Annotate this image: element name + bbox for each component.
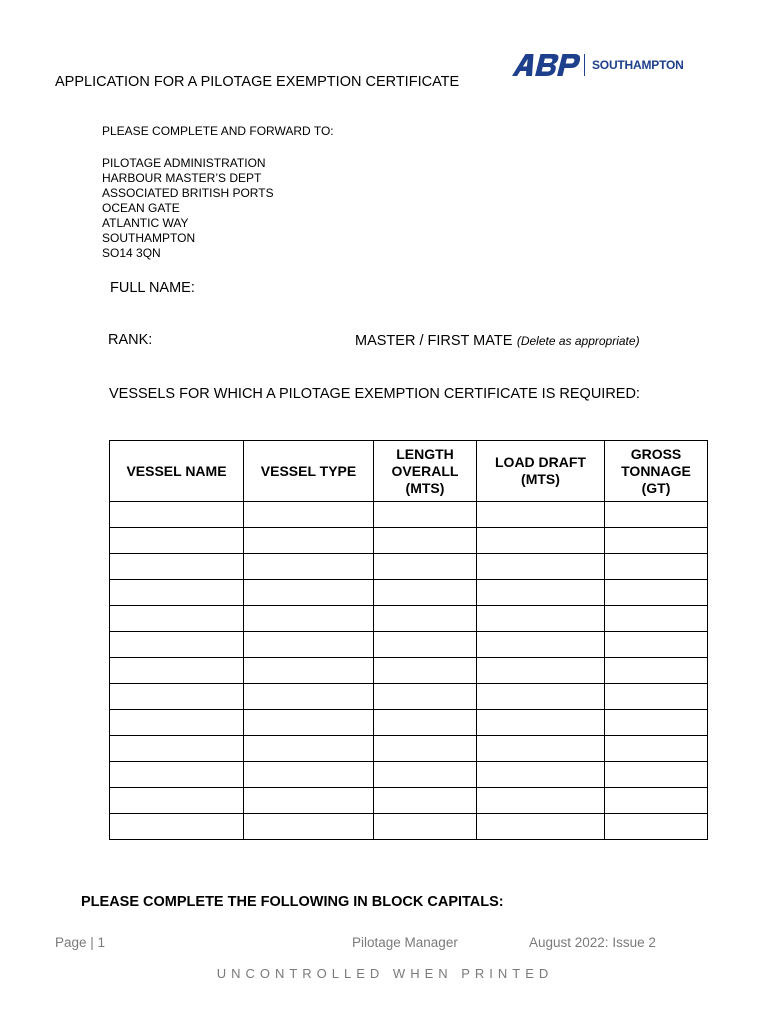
table-cell-blank[interactable]: [477, 710, 605, 736]
table-cell-blank[interactable]: [244, 762, 374, 788]
table-cell-blank[interactable]: [374, 580, 477, 606]
issue-date: August 2022: Issue 2: [529, 935, 656, 950]
table-cell-blank[interactable]: [605, 554, 708, 580]
table-cell-blank[interactable]: [110, 632, 244, 658]
table-row: [110, 554, 708, 580]
table-row: [110, 684, 708, 710]
vessels-heading: VESSELS FOR WHICH A PILOTAGE EXEMPTION CERTIFICATE IS REQUIRED:: [109, 386, 640, 402]
table-cell-blank[interactable]: [477, 554, 605, 580]
table-cell-blank[interactable]: [477, 684, 605, 710]
table-cell-blank[interactable]: [605, 814, 708, 840]
abp-southampton-logo: [510, 52, 685, 78]
table-cell-blank[interactable]: [110, 606, 244, 632]
table-header-row: [110, 441, 708, 502]
table-cell-blank[interactable]: [374, 684, 477, 710]
rank-label: RANK:: [108, 332, 153, 348]
abp-logo-mark: [510, 52, 580, 78]
table-cell-blank[interactable]: [244, 502, 374, 528]
table-cell-blank[interactable]: [605, 762, 708, 788]
logo-divider: [584, 54, 585, 76]
table-cell-blank[interactable]: [477, 736, 605, 762]
table-cell-blank[interactable]: [605, 736, 708, 762]
table-cell-blank[interactable]: [605, 788, 708, 814]
table-cell-blank[interactable]: [605, 684, 708, 710]
table-cell-blank[interactable]: [477, 788, 605, 814]
table-row: [110, 658, 708, 684]
table-cell-blank[interactable]: [374, 554, 477, 580]
table-cell-blank[interactable]: [605, 632, 708, 658]
table-cell-blank[interactable]: [477, 580, 605, 606]
table-cell-blank[interactable]: [244, 788, 374, 814]
table-cell-blank[interactable]: [477, 502, 605, 528]
table-cell-blank[interactable]: [244, 528, 374, 554]
table-cell-blank[interactable]: [605, 528, 708, 554]
address-line: ATLANTIC WAY: [102, 216, 189, 230]
table-cell-blank[interactable]: [110, 580, 244, 606]
table-row: [110, 502, 708, 528]
table-cell-blank[interactable]: [110, 554, 244, 580]
table-cell-blank[interactable]: [605, 606, 708, 632]
table-cell-blank[interactable]: [374, 658, 477, 684]
table-row: [110, 632, 708, 658]
table-cell-blank[interactable]: [477, 528, 605, 554]
rank-note: (Delete as appropriate): [516, 334, 640, 348]
logo-city-text: SOUTHAMPTON: [592, 58, 684, 72]
table-cell-blank[interactable]: [110, 814, 244, 840]
table-cell-blank[interactable]: [244, 606, 374, 632]
table-cell-blank[interactable]: [110, 736, 244, 762]
forward-instruction: PLEASE COMPLETE AND FORWARD TO:: [102, 124, 334, 138]
table-row: [110, 814, 708, 840]
table-cell-blank[interactable]: [374, 788, 477, 814]
address-line: ASSOCIATED BRITISH PORTS: [102, 186, 274, 200]
document-title: APPLICATION FOR A PILOTAGE EXEMPTION CERTIFICATE: [55, 74, 460, 90]
table-cell-blank[interactable]: [477, 814, 605, 840]
table-cell-blank[interactable]: [605, 502, 708, 528]
table-cell-blank[interactable]: [374, 502, 477, 528]
table-row: [110, 528, 708, 554]
table-cell-blank[interactable]: [477, 658, 605, 684]
table-cell-blank[interactable]: [605, 580, 708, 606]
table-row: [110, 762, 708, 788]
rank-options: [355, 332, 640, 350]
table-cell-blank[interactable]: [374, 606, 477, 632]
address-line: HARBOUR MASTER’S DEPT: [102, 171, 262, 185]
table-cell-blank[interactable]: [244, 684, 374, 710]
table-row: [110, 580, 708, 606]
table-cell-blank[interactable]: [374, 632, 477, 658]
table-row: [110, 736, 708, 762]
table-cell-blank[interactable]: [110, 684, 244, 710]
document-owner: Pilotage Manager: [352, 935, 458, 950]
address-line: SOUTHAMPTON: [102, 231, 196, 245]
table-cell-blank[interactable]: [110, 788, 244, 814]
rank-options-text: MASTER / FIRST MATE: [355, 333, 513, 349]
table-row: [110, 710, 708, 736]
full-name-label: FULL NAME:: [110, 280, 195, 296]
table-cell-blank[interactable]: [244, 632, 374, 658]
column-header-length-overall: LENGTH OVERALL (MTS): [374, 441, 477, 502]
uncontrolled-notice: UNCONTROLLED WHEN PRINTED: [216, 966, 554, 981]
table-cell-blank[interactable]: [244, 658, 374, 684]
table-cell-blank[interactable]: [244, 814, 374, 840]
address-line: SO14 3QN: [102, 246, 161, 260]
table-cell-blank[interactable]: [477, 632, 605, 658]
table-cell-blank[interactable]: [374, 762, 477, 788]
table-cell-blank[interactable]: [110, 502, 244, 528]
table-cell-blank[interactable]: [605, 710, 708, 736]
page-number: Page | 1: [55, 935, 106, 950]
postal-address: [102, 156, 274, 261]
table-cell-blank[interactable]: [374, 814, 477, 840]
table-cell-blank[interactable]: [110, 528, 244, 554]
table-cell-blank[interactable]: [244, 554, 374, 580]
table-cell-blank[interactable]: [244, 580, 374, 606]
table-cell-blank[interactable]: [374, 528, 477, 554]
table-cell-blank[interactable]: [477, 762, 605, 788]
table-cell-blank[interactable]: [605, 658, 708, 684]
table-cell-blank[interactable]: [244, 736, 374, 762]
table-row: [110, 788, 708, 814]
column-header-gross-tonnage: GROSS TONNAGE (GT): [605, 441, 708, 502]
table-cell-blank[interactable]: [374, 736, 477, 762]
table-cell-blank[interactable]: [244, 710, 374, 736]
column-header-load-draft: LOAD DRAFT (MTS): [477, 441, 605, 502]
column-header-vessel-name: VESSEL NAME: [110, 441, 244, 502]
address-line: PILOTAGE ADMINISTRATION: [102, 156, 266, 170]
table-cell-blank[interactable]: [110, 710, 244, 736]
table-cell-blank[interactable]: [374, 710, 477, 736]
table-cell-blank[interactable]: [110, 658, 244, 684]
column-header-vessel-type: VESSEL TYPE: [244, 441, 374, 502]
block-capitals-instruction: PLEASE COMPLETE THE FOLLOWING IN BLOCK CAPITALS:: [81, 894, 504, 910]
table-row: [110, 606, 708, 632]
table-cell-blank[interactable]: [110, 762, 244, 788]
vessels-table: [109, 440, 708, 840]
address-line: OCEAN GATE: [102, 201, 180, 215]
table-cell-blank[interactable]: [477, 606, 605, 632]
